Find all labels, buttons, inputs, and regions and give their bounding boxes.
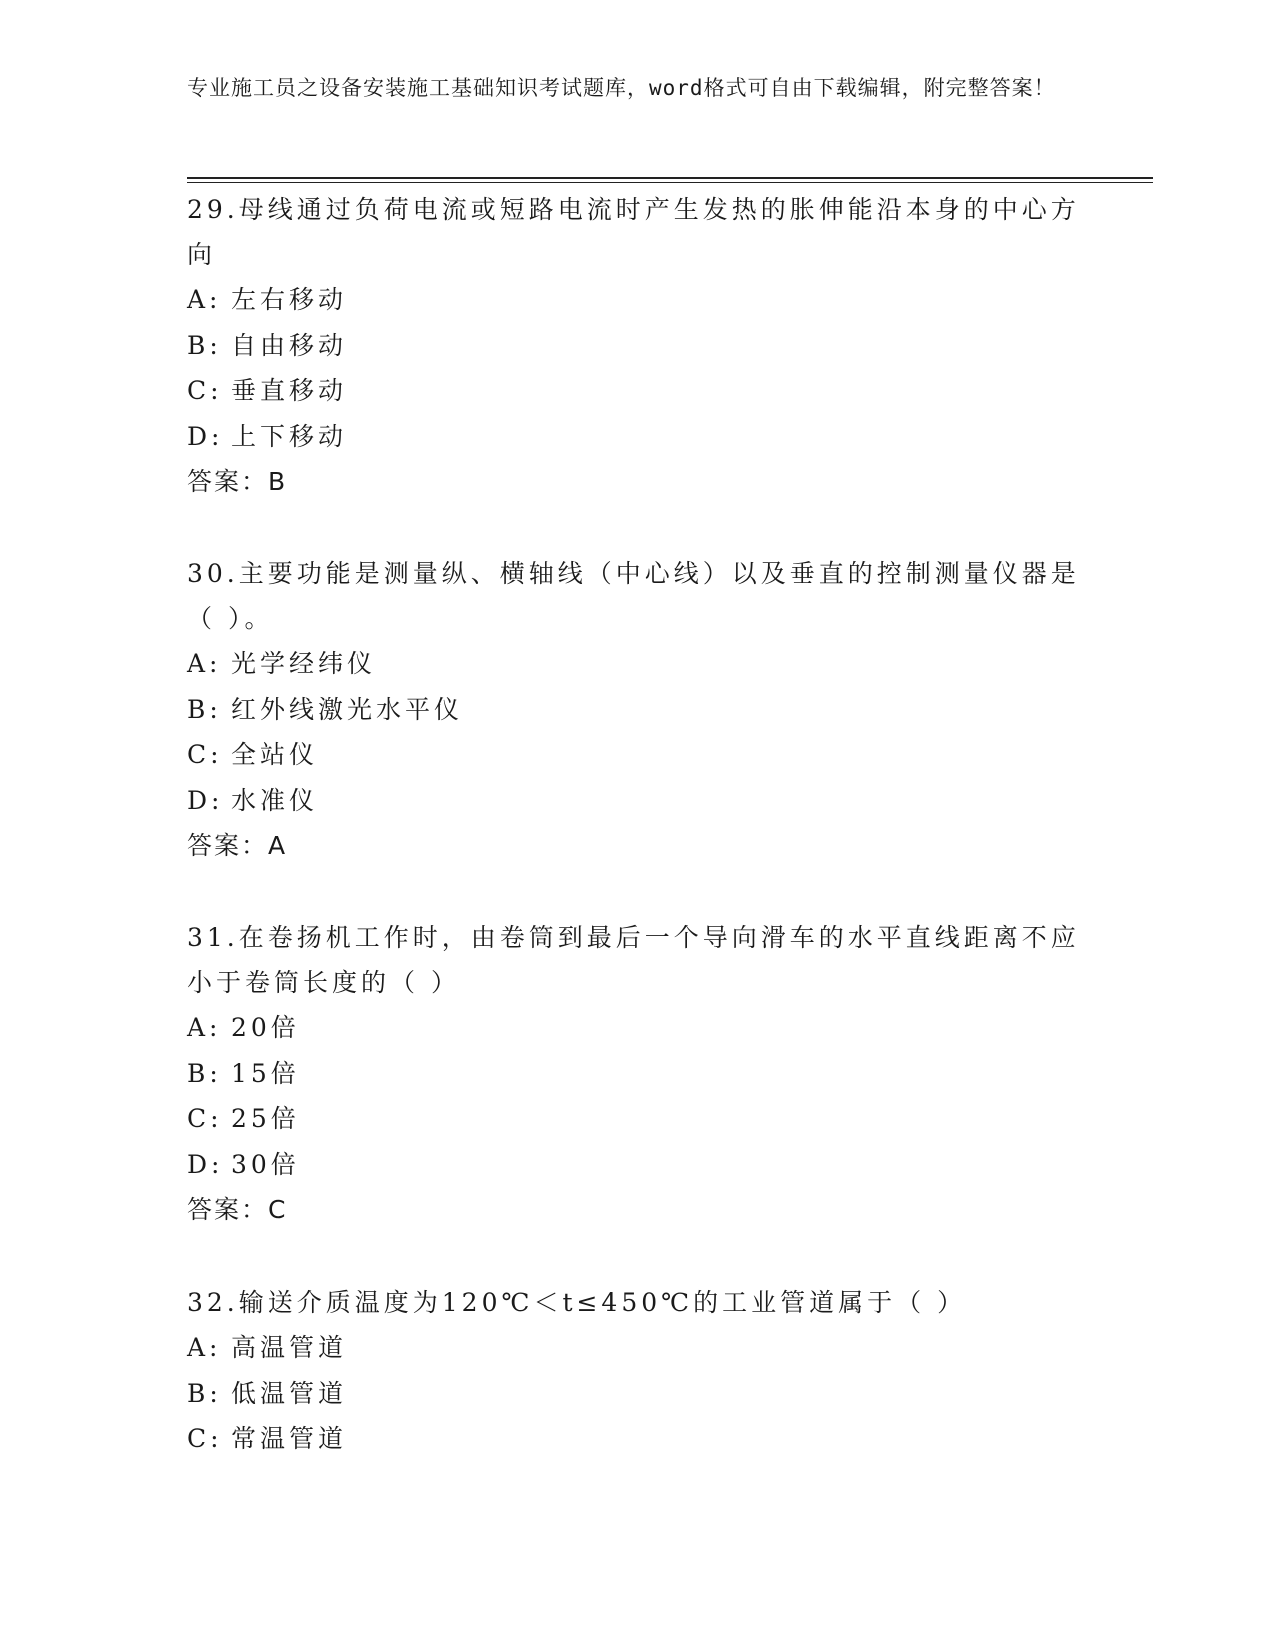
- option-text: 上下移动: [231, 421, 348, 451]
- option-letter: D:: [187, 1149, 224, 1179]
- option-text: 15倍: [231, 1058, 300, 1088]
- question-stem: 31.在卷扬机工作时，由卷筒到最后一个导向滑车的水平直线距离不应小于卷筒长度的（ ）: [187, 923, 1080, 997]
- header-divider-thin: [187, 182, 1153, 183]
- option-letter: A:: [187, 285, 222, 314]
- question-29: [187, 187, 1087, 504]
- option-letter: C:: [187, 376, 223, 405]
- option-letter: D:: [187, 785, 224, 815]
- option-text: 25倍: [231, 1104, 300, 1133]
- answer-line: 答案：B: [187, 467, 288, 496]
- option-letter: B:: [187, 1058, 222, 1088]
- option-d: [187, 414, 1087, 460]
- option-text: 左右移动: [231, 285, 348, 314]
- option-text: 常温管道: [231, 1424, 348, 1453]
- option-letter: C:: [187, 1424, 223, 1453]
- option-letter: C:: [187, 1104, 223, 1133]
- option-b: [187, 323, 1087, 369]
- option-c: [187, 1416, 1087, 1462]
- option-text: 光学经纬仪: [231, 649, 377, 678]
- option-c: [187, 1096, 1087, 1142]
- option-letter: B:: [187, 1378, 222, 1408]
- option-text: 水准仪: [231, 785, 319, 815]
- question-30: [187, 551, 1087, 868]
- option-b: [187, 687, 1087, 733]
- question-32: [187, 1280, 1087, 1462]
- option-letter: C:: [187, 740, 223, 769]
- option-letter: B:: [187, 330, 222, 360]
- option-a: [187, 1005, 1087, 1051]
- question-stem: 30.主要功能是测量纵、横轴线（中心线）以及垂直的控制测量仪器是（ ）。: [187, 559, 1080, 633]
- option-a: [187, 641, 1087, 687]
- option-letter: B:: [187, 694, 222, 724]
- option-a: [187, 1325, 1087, 1371]
- option-d: [187, 1142, 1087, 1188]
- option-text: 高温管道: [231, 1333, 348, 1362]
- option-text: 自由移动: [231, 330, 348, 360]
- option-text: 红外线激光水平仪: [231, 694, 464, 724]
- answer-line: 答案：C: [187, 1195, 288, 1224]
- option-c: [187, 732, 1087, 778]
- answer-line: 答案：A: [187, 831, 288, 860]
- option-letter: A:: [187, 1013, 222, 1042]
- option-letter: A:: [187, 1333, 222, 1362]
- option-text: 低温管道: [231, 1378, 348, 1408]
- option-text: 30倍: [231, 1149, 300, 1179]
- question-stem: 32.输送介质温度为120℃＜t≤450℃的工业管道属于（ ）: [187, 1288, 967, 1317]
- option-c: [187, 368, 1087, 414]
- option-text: 20倍: [231, 1013, 300, 1042]
- option-letter: A:: [187, 649, 222, 678]
- question-stem: 29.母线通过负荷电流或短路电流时产生发热的胀伸能沿本身的中心方向: [187, 195, 1080, 269]
- question-31: [187, 915, 1087, 1232]
- option-b: [187, 1051, 1087, 1097]
- option-letter: D:: [187, 421, 224, 451]
- option-text: 全站仪: [231, 740, 319, 769]
- header-divider-thick: [187, 177, 1153, 179]
- option-b: [187, 1371, 1087, 1417]
- option-text: 垂直移动: [231, 376, 348, 405]
- option-a: [187, 277, 1087, 323]
- option-d: [187, 778, 1087, 824]
- document-header: 专业施工员之设备安装施工基础知识考试题库，word格式可自由下载编辑，附完整答案！: [187, 76, 1056, 100]
